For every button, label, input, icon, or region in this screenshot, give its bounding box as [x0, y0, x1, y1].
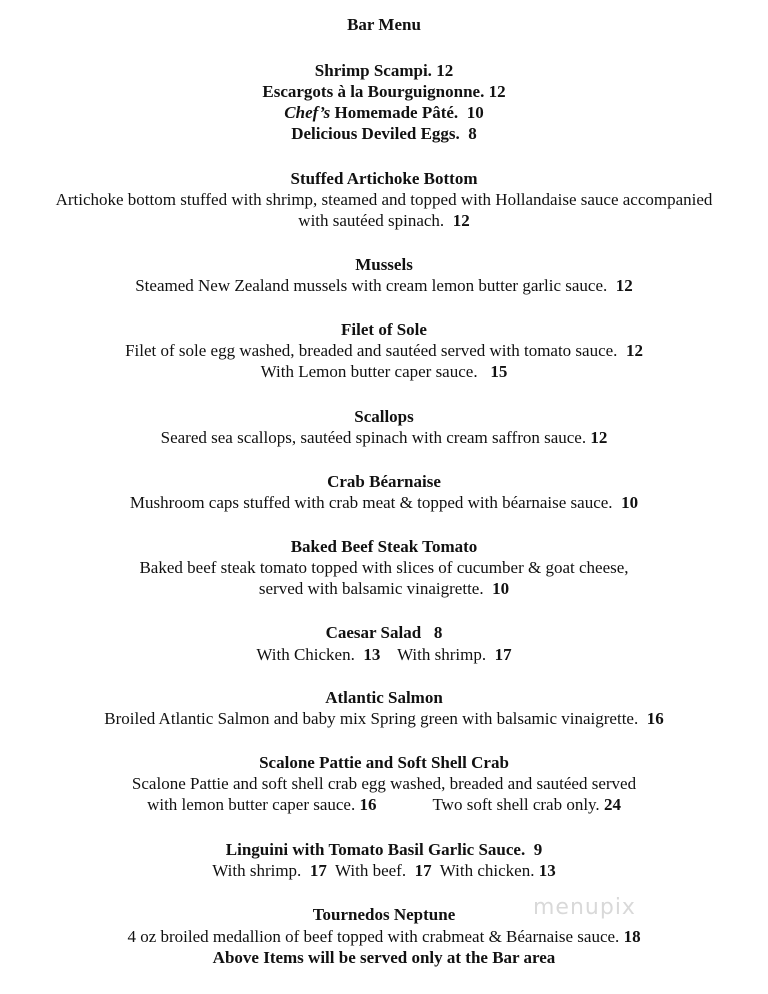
item-scalone-name: Scalone Pattie and Soft Shell Crab [259, 753, 509, 772]
item-price: 17 [309, 861, 327, 880]
item-price: 10 [466, 103, 484, 122]
item-scallops-desc: Seared sea scallops, sautéed spinach with cream saffron sauce. 12 [160, 428, 608, 447]
item-artichoke-desc: Artichoke bottom stuffed with shrimp, steamed and topped with Hollandaise sauce accompanied [55, 190, 713, 209]
item-scalone-desc-2: with lemon butter caper sauce. 16 Two soft shell crab only. 24 [147, 795, 621, 814]
item-price: 16 [646, 709, 664, 728]
item-salmon-name: Atlantic Salmon [325, 688, 443, 707]
item-price: 8 [468, 124, 477, 143]
item-price: 12 [488, 82, 506, 101]
item-price: 16 [359, 795, 377, 814]
item-price: 24 [603, 795, 621, 814]
item-caesar-name: Caesar Salad 8 [325, 623, 443, 642]
item-name: Escargots à la Bourguignonne. [262, 82, 485, 101]
item-artichoke-name: Stuffed Artichoke Bottom [290, 169, 478, 188]
item-salmon-desc: Broiled Atlantic Salmon and baby mix Spring green with balsamic vinaigrette. 16 [104, 709, 664, 728]
item-sole-name: Filet of Sole [341, 320, 427, 339]
bar-area-note: Above Items will be served only at the Bar area [212, 948, 556, 967]
item-mussels-desc: Steamed New Zealand mussels with cream lemon butter garlic sauce. 12 [135, 276, 633, 295]
item-price: 12 [590, 428, 608, 447]
item-mussels-name: Mussels [355, 255, 413, 274]
item-price: 17 [494, 645, 512, 664]
menupix-watermark: menupix [533, 895, 636, 920]
item-tomato-name: Baked Beef Steak Tomato [290, 537, 478, 556]
item-price: 12 [436, 61, 454, 80]
item-price: 13 [363, 645, 381, 664]
item-price: 15 [490, 362, 508, 381]
item-crab-bearnaise-desc: Mushroom caps stuffed with crab meat & topped with béarnaise sauce. 10 [129, 493, 639, 512]
item-linguini-options: With shrimp. 17 With beef. 17 With chicken. 13 [212, 861, 556, 880]
item-deviled-eggs [0, 124, 768, 144]
item-name: Homemade Pâté. [334, 103, 459, 122]
item-price: 13 [538, 861, 556, 880]
item-tournedos-name: Tournedos Neptune [312, 905, 456, 924]
item-price: 9 [533, 840, 543, 859]
item-escargots [0, 82, 768, 102]
item-name: Delicious Deviled Eggs. [291, 124, 460, 143]
item-tomato-desc: Baked beef steak tomato topped with slices of cucumber & goat cheese, [139, 558, 629, 577]
item-name: Shrimp Scampi. [314, 61, 432, 80]
item-pate [0, 103, 768, 123]
item-sole-desc: Filet of sole egg washed, breaded and sautéed served with tomato sauce. 12 [125, 341, 643, 360]
item-price: 8 [433, 623, 443, 642]
item-scalone-desc: Scalone Pattie and soft shell crab egg washed, breaded and sautéed served [131, 774, 637, 793]
item-scallops-name: Scallops [354, 407, 414, 426]
item-price: 12 [625, 341, 643, 360]
item-tomato-desc-2: served with balsamic vinaigrette. 10 [258, 579, 510, 598]
item-price: 17 [414, 861, 432, 880]
menu-title: Bar Menu [347, 15, 421, 34]
item-price: 12 [615, 276, 633, 295]
item-artichoke-desc-2: with sautéed spinach. 12 [298, 211, 470, 230]
item-caesar-options: With Chicken. 13 With shrimp. 17 [256, 645, 512, 664]
item-shrimp-scampi [0, 61, 768, 81]
item-tournedos-desc: 4 oz broiled medallion of beef topped with crabmeat & Béarnaise sauce. 18 [127, 927, 641, 946]
item-crab-bearnaise-name: Crab Béarnaise [327, 472, 441, 491]
item-price: 18 [623, 927, 641, 946]
item-sole-alt: With Lemon butter caper sauce. 15 [260, 362, 508, 381]
item-price: 12 [452, 211, 470, 230]
item-price: 10 [492, 579, 510, 598]
chef-label: Chef’s [284, 103, 331, 122]
item-linguini-name: Linguini with Tomato Basil Garlic Sauce. 9 [225, 840, 543, 859]
item-price: 10 [621, 493, 639, 512]
